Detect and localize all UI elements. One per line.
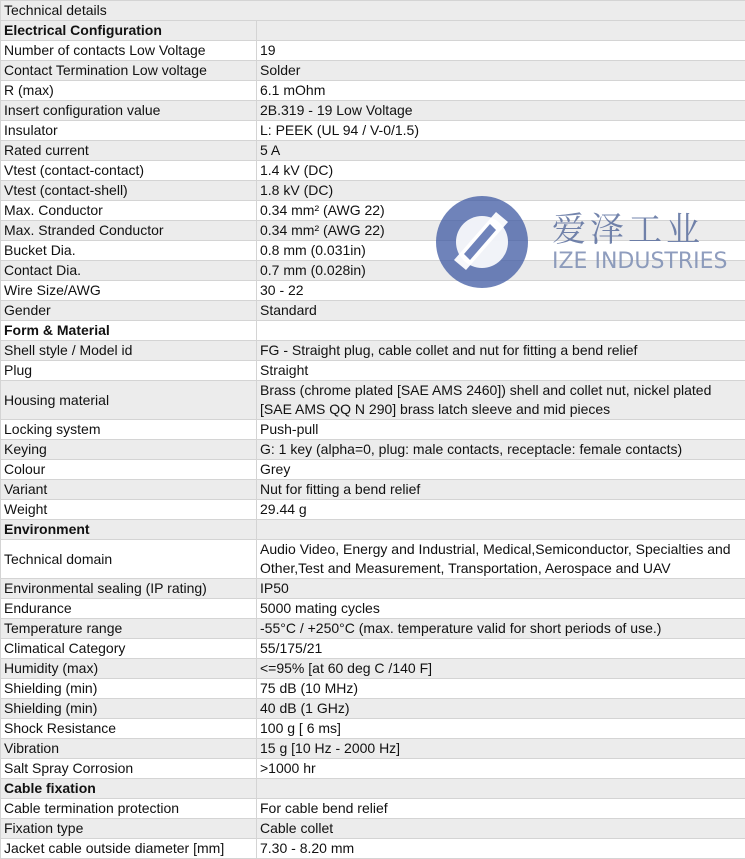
table-row [1,301,745,321]
table-row [1,599,745,619]
table-row [1,460,745,480]
spec-value: 30 - 22 [257,281,745,301]
spec-label: Salt Spray Corrosion [1,759,257,779]
spec-label: R (max) [1,81,257,101]
table-row [1,719,745,739]
spec-value: Solder [257,61,745,81]
spec-value: 7.30 - 8.20 mm [257,839,745,859]
spec-label: Cable termination protection [1,799,257,819]
spec-value: IP50 [257,579,745,599]
spec-value: 0.7 mm (0.028in) [257,261,745,281]
spec-value: Cable collet [257,819,745,839]
section-title: Electrical Configuration [1,21,257,41]
spec-label: Vtest (contact-shell) [1,181,257,201]
spec-label: Shielding (min) [1,679,257,699]
table-row [1,679,745,699]
spec-value [257,321,745,341]
spec-label: Shock Resistance [1,719,257,739]
table-row [1,759,745,779]
spec-label: Insulator [1,121,257,141]
spec-label: Climatical Category [1,639,257,659]
section-header-row [1,520,745,540]
table-row [1,121,745,141]
table-row [1,619,745,639]
spec-label: Contact Termination Low voltage [1,61,257,81]
section-title: Environment [1,520,257,540]
watermark-english-text: IZE INDUSTRIES [552,249,728,274]
spec-value: Push-pull [257,420,745,440]
spec-label: Temperature range [1,619,257,639]
spec-label: Humidity (max) [1,659,257,679]
spec-value: FG - Straight plug, cable collet and nut for fitting a bend relief [257,341,745,361]
spec-value [257,779,745,799]
spec-label: Shell style / Model id [1,341,257,361]
table-row [1,659,745,679]
table-row [1,101,745,121]
table-row [1,420,745,440]
watermark [434,194,734,294]
spec-value: -55°C / +250°C (max. temperature valid for short periods of use.) [257,619,745,639]
table-row [1,41,745,61]
spec-value: Audio Video, Energy and Industrial, Medical,Semiconductor, Specialties and Other,Test and Measurement, Transportation, Aerospace and UAV [257,540,745,579]
spec-value: Straight [257,361,745,381]
spec-value: 0.8 mm (0.031in) [257,241,745,261]
spec-label: Variant [1,480,257,500]
spec-label: Wire Size/AWG [1,281,257,301]
spec-label: Technical domain [1,540,257,579]
spec-label: Max. Stranded Conductor [1,221,257,241]
spec-value: 29.44 g [257,500,745,520]
table-row [1,799,745,819]
spec-label: Keying [1,440,257,460]
spec-value: Standard [257,301,745,321]
spec-label: Colour [1,460,257,480]
spec-value: 40 dB (1 GHz) [257,699,745,719]
table-row [1,61,745,81]
spec-value [257,520,745,540]
table-row [1,540,745,579]
spec-value: Nut for fitting a bend relief [257,480,745,500]
spec-label: Vtest (contact-contact) [1,161,257,181]
table-row [1,839,745,859]
table-row [1,141,745,161]
section-header-row [1,321,745,341]
spec-label: Rated current [1,141,257,161]
caption-row [1,1,745,21]
spec-label: Endurance [1,599,257,619]
table-caption: Technical details [1,1,745,21]
spec-label: Weight [1,500,257,520]
table-row [1,699,745,719]
table-row [1,639,745,659]
table-row [1,440,745,460]
spec-value: 0.34 mm² (AWG 22) [257,221,745,241]
spec-label: Contact Dia. [1,261,257,281]
spec-value: 55/175/21 [257,639,745,659]
table-row [1,480,745,500]
spec-value: 0.34 mm² (AWG 22) [257,201,745,221]
table-row [1,819,745,839]
spec-value: 1.8 kV (DC) [257,181,745,201]
spec-value: L: PEEK (UL 94 / V-0/1.5) [257,121,745,141]
spec-value: <=95% [at 60 deg C /140 F] [257,659,745,679]
spec-body [1,1,745,859]
spec-label: Jacket cable outside diameter [mm] [1,839,257,859]
table-row [1,579,745,599]
spec-value: 100 g [ 6 ms] [257,719,745,739]
spec-value: Grey [257,460,745,480]
spec-label: Bucket Dia. [1,241,257,261]
section-header-row [1,21,745,41]
spec-value: 19 [257,41,745,61]
ize-logo-icon [434,194,530,290]
spec-value: 5 A [257,141,745,161]
spec-label: Plug [1,361,257,381]
table-row [1,381,745,420]
section-title: Form & Material [1,321,257,341]
spec-label: Environmental sealing (IP rating) [1,579,257,599]
table-row [1,361,745,381]
spec-value: 75 dB (10 MHz) [257,679,745,699]
spec-label: Number of contacts Low Voltage [1,41,257,61]
spec-value: 15 g [10 Hz - 2000 Hz] [257,739,745,759]
section-header-row [1,779,745,799]
spec-label: Shielding (min) [1,699,257,719]
table-row [1,161,745,181]
spec-value: 2B.319 - 19 Low Voltage [257,101,745,121]
spec-label: Insert configuration value [1,101,257,121]
table-row [1,341,745,361]
spec-value: 1.4 kV (DC) [257,161,745,181]
table-row [1,81,745,101]
spec-label: Gender [1,301,257,321]
spec-label: Housing material [1,381,257,420]
spec-value: G: 1 key (alpha=0, plug: male contacts, receptacle: female contacts) [257,440,745,460]
spec-value: 6.1 mOhm [257,81,745,101]
watermark-chinese-text: 爱泽工业 [552,210,704,250]
table-row [1,739,745,759]
spec-value: >1000 hr [257,759,745,779]
spec-label: Fixation type [1,819,257,839]
section-title: Cable fixation [1,779,257,799]
spec-value: 5000 mating cycles [257,599,745,619]
spec-value: For cable bend relief [257,799,745,819]
spec-label: Vibration [1,739,257,759]
spec-label: Locking system [1,420,257,440]
table-row [1,500,745,520]
spec-label: Max. Conductor [1,201,257,221]
spec-value: Brass (chrome plated [SAE AMS 2460]) shell and collet nut, nickel plated [SAE AMS QQ N 290] brass latch sleeve and mid pieces [257,381,745,420]
spec-value [257,21,745,41]
